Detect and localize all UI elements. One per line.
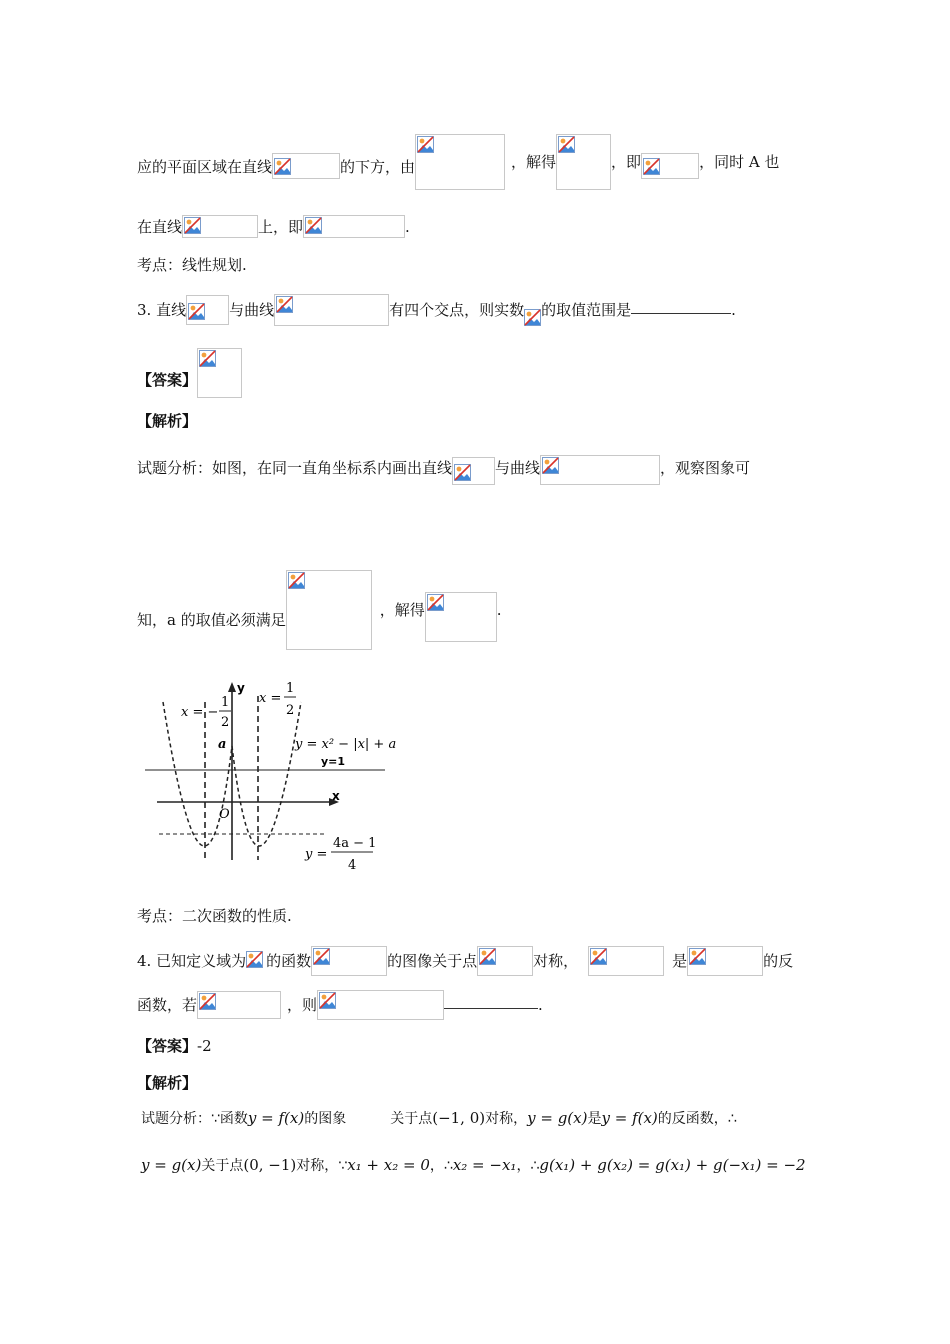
formula-image xyxy=(540,455,660,485)
formula-image xyxy=(197,991,281,1019)
text: 与曲线 xyxy=(495,459,541,477)
text: ，∴ xyxy=(516,1158,540,1174)
broken-image-icon xyxy=(313,948,330,965)
text: ，解得 xyxy=(379,601,425,619)
text: . xyxy=(405,217,410,236)
text: . xyxy=(538,996,543,1014)
x-label: x xyxy=(332,789,340,803)
formula-image xyxy=(197,348,242,398)
y-label: y xyxy=(237,681,245,695)
formula-image xyxy=(415,134,505,190)
broken-image-icon xyxy=(689,948,706,965)
broken-image-icon xyxy=(524,309,541,326)
text: ，同时 A 也 xyxy=(699,153,780,171)
function-graph xyxy=(145,676,397,876)
broken-image-icon xyxy=(643,158,660,175)
text: ，∴ xyxy=(429,1158,453,1174)
formula-image xyxy=(556,134,611,190)
answer-blank xyxy=(444,994,538,1009)
text: 对称， xyxy=(485,1111,528,1127)
curve-label: y = x² − |x| + a xyxy=(295,737,397,752)
formula-image xyxy=(641,153,699,179)
formula-image xyxy=(588,946,664,976)
broken-image-icon xyxy=(199,350,216,367)
broken-image-icon xyxy=(305,217,322,234)
formula-image xyxy=(524,309,541,326)
right-line-label: x = xyxy=(259,691,282,706)
broken-image-icon xyxy=(276,296,293,313)
formula-image xyxy=(182,215,258,238)
text: 是 xyxy=(672,952,688,970)
text: ，即 xyxy=(611,153,642,171)
broken-image-icon xyxy=(199,993,216,1010)
text: 的图像关于点 xyxy=(387,952,478,970)
text: ，观察图象可 xyxy=(660,459,751,477)
text: 的反函数，∴ xyxy=(657,1111,737,1127)
formula-image xyxy=(246,951,266,971)
answer-4 xyxy=(137,1036,212,1056)
bottom-den: 4 xyxy=(348,858,357,873)
kaodian-2: 考点：二次函数的性质. xyxy=(137,907,292,925)
formula-image xyxy=(186,295,229,325)
bottom-label: y = xyxy=(305,847,328,862)
left-line-den: 2 xyxy=(221,715,230,730)
text: 是 xyxy=(587,1111,602,1127)
broken-image-icon xyxy=(274,158,291,175)
y-axis-arrow xyxy=(228,682,236,692)
formula-image xyxy=(477,946,533,976)
answer-label: 【答案】 xyxy=(137,1037,198,1055)
text: 函数，若 xyxy=(137,996,198,1014)
formula-image xyxy=(274,294,389,326)
text: ，解得 xyxy=(511,153,557,171)
question-3 xyxy=(137,294,736,326)
broken-image-icon xyxy=(454,464,471,481)
math: (0, −1) xyxy=(243,1156,297,1174)
analysis-4-line-2 xyxy=(141,1155,806,1176)
question-4-line-2 xyxy=(137,990,543,1020)
text: 关于点 xyxy=(201,1158,244,1174)
formula-image xyxy=(317,990,444,1020)
answer-value: -2 xyxy=(197,1037,212,1055)
math: y = g(x) xyxy=(527,1109,588,1127)
answer-label: 【答案】 xyxy=(137,371,198,389)
broken-image-icon xyxy=(184,217,201,234)
question-4-line-1 xyxy=(137,946,793,976)
formula-image xyxy=(272,153,340,179)
left-line-label: x = − xyxy=(181,705,219,720)
text: 对称， xyxy=(533,952,579,970)
left-line-num: 1 xyxy=(221,695,230,710)
text: 试题分析：如图，在同一直角坐标系内画出直线 xyxy=(137,459,453,477)
right-line-num: 1 xyxy=(286,681,295,696)
text: 知，a 的取值必须满足 xyxy=(137,611,286,629)
answer-blank xyxy=(631,299,731,314)
right-line-den: 2 xyxy=(286,703,295,718)
bottom-num: 4a − 1 xyxy=(333,836,377,851)
math: (−1, 0) xyxy=(432,1109,486,1127)
text: ，则 xyxy=(287,996,318,1014)
broken-image-icon xyxy=(427,594,444,611)
math: y = g(x) xyxy=(141,1156,202,1174)
text-line-2 xyxy=(137,215,410,238)
broken-image-icon xyxy=(288,572,305,589)
text: . xyxy=(496,601,502,619)
math: y = f(x) xyxy=(601,1109,658,1127)
text: 的函数 xyxy=(266,952,312,970)
formula-image xyxy=(425,592,497,642)
broken-image-icon xyxy=(319,992,336,1009)
text: 的取值范围是 xyxy=(541,301,632,319)
text: 与曲线 xyxy=(229,301,275,319)
text: 对称，∵ xyxy=(296,1158,348,1174)
text-line-1 xyxy=(137,134,779,190)
text: . xyxy=(731,301,736,319)
text: 3. 直线 xyxy=(137,301,187,319)
broken-image-icon xyxy=(417,136,434,153)
a-label: a xyxy=(218,737,227,752)
broken-image-icon xyxy=(246,951,263,968)
kaodian-1: 考点：线性规划. xyxy=(137,256,247,274)
formula-image xyxy=(303,215,405,238)
formula-image xyxy=(311,946,387,976)
text: 4. 已知定义域为 xyxy=(137,952,247,970)
analysis-3-line-2 xyxy=(137,570,502,650)
math: x₁ + x₂ = 0 xyxy=(347,1156,430,1174)
math: y = f(x) xyxy=(247,1109,305,1127)
text: 的图象 xyxy=(304,1111,347,1127)
analysis-3-line-1 xyxy=(137,451,750,485)
broken-image-icon xyxy=(558,136,575,153)
text: 在直线 xyxy=(137,217,183,236)
curve-right xyxy=(232,702,301,846)
text: 的反 xyxy=(763,952,794,970)
answer-3 xyxy=(137,348,242,398)
broken-image-icon xyxy=(188,303,205,320)
origin-label: O xyxy=(219,807,230,822)
math: x₂ = −x₁ xyxy=(452,1156,517,1174)
text: 有四个交点，则实数 xyxy=(389,301,525,319)
broken-image-icon xyxy=(479,948,496,965)
text: 应的平面区域在直线 xyxy=(137,158,273,176)
broken-image-icon xyxy=(542,457,559,474)
formula-image xyxy=(286,570,372,650)
math: g(x₁) + g(x₂) = g(x₁) + g(−x₁) = −2 xyxy=(539,1156,806,1174)
text: 关于点 xyxy=(390,1111,433,1127)
y1-label: y=1 xyxy=(321,755,346,768)
formula-image xyxy=(687,946,763,976)
text: 试题分析：∵函数 xyxy=(141,1111,248,1127)
analysis-4-line-1 xyxy=(141,1108,737,1129)
analysis-label-3: 【解析】 xyxy=(137,412,198,430)
analysis-label-4: 【解析】 xyxy=(137,1074,198,1092)
formula-image xyxy=(452,457,495,485)
broken-image-icon xyxy=(590,948,607,965)
text: 上，即 xyxy=(258,217,304,236)
text: 的下方，由 xyxy=(340,158,416,176)
